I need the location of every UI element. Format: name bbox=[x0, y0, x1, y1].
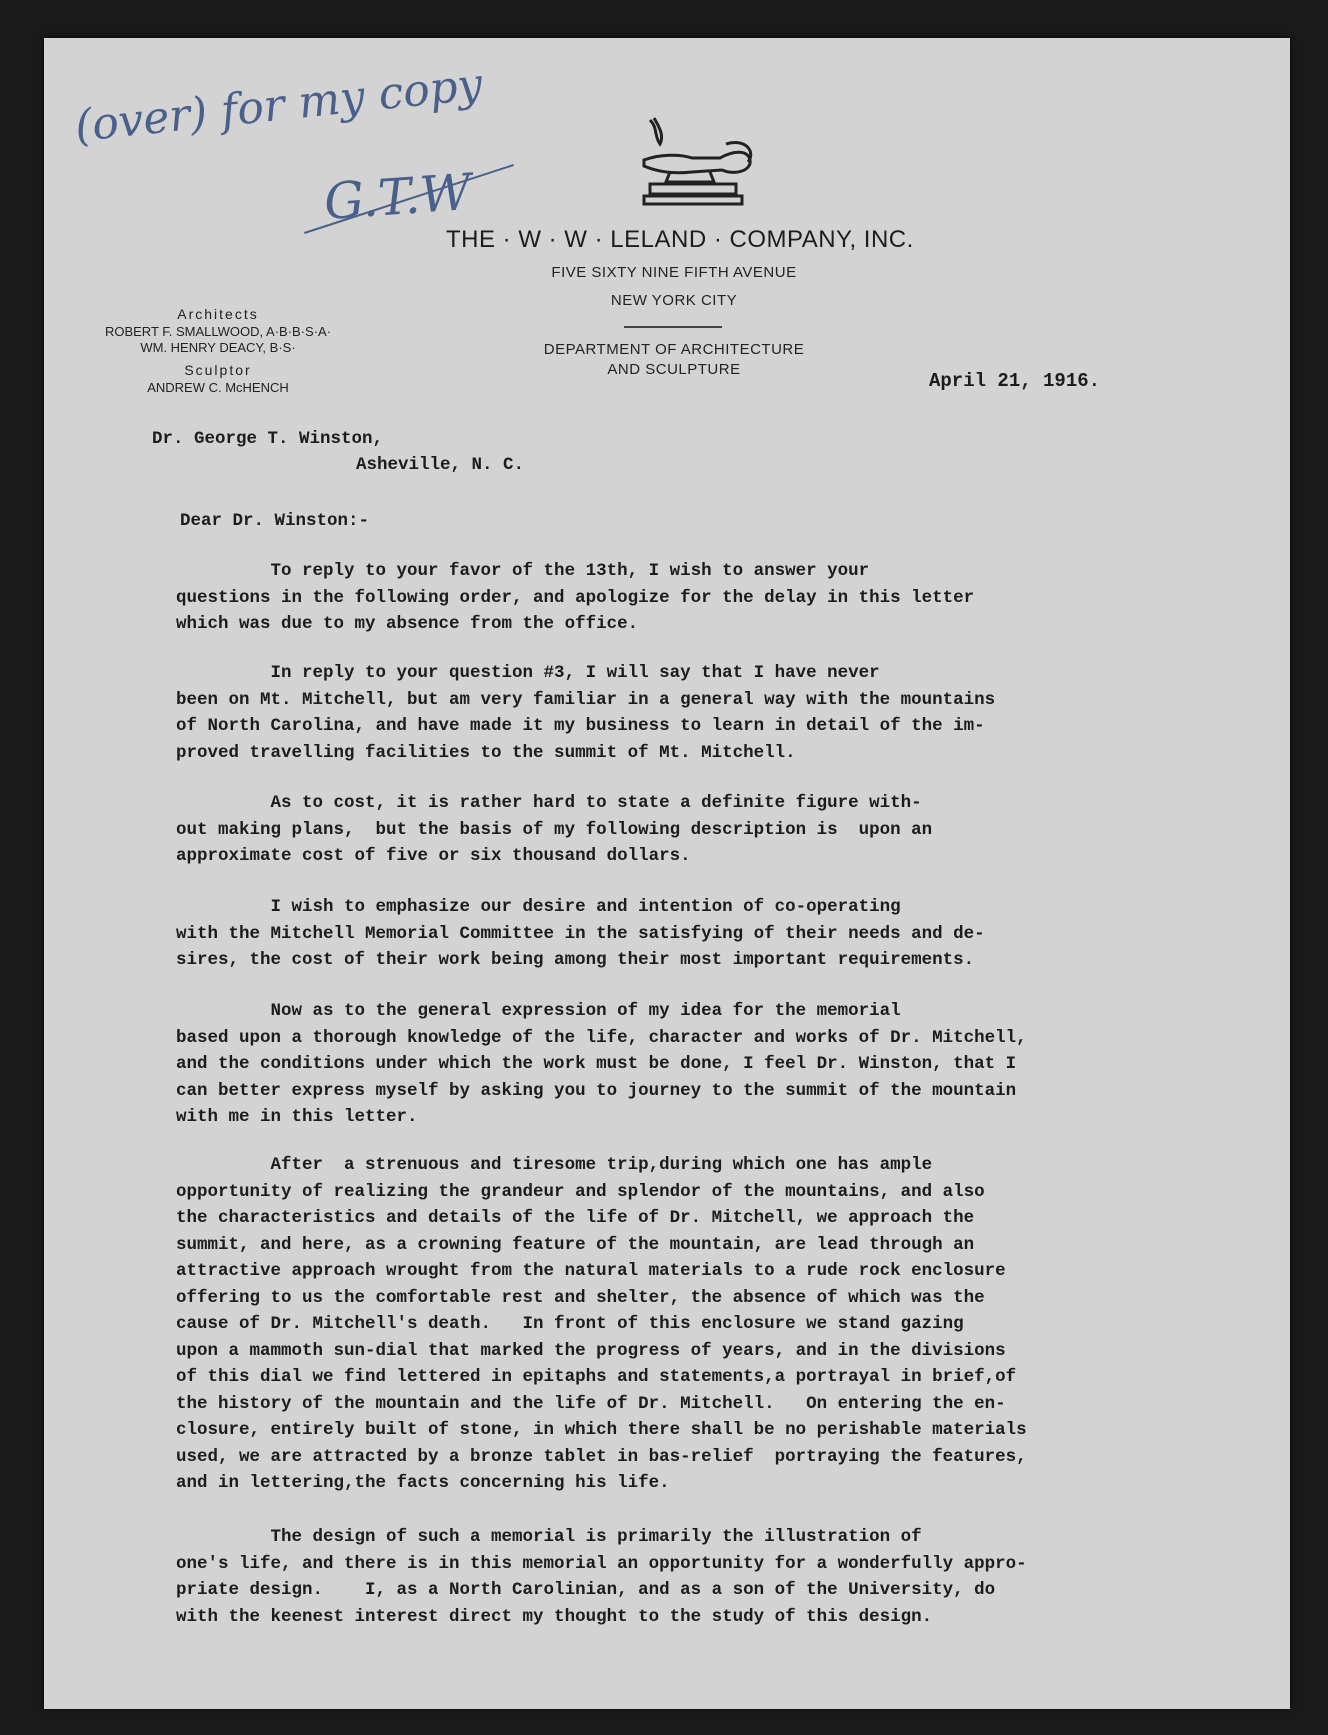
department-line-1: DEPARTMENT OF ARCHITECTURE bbox=[543, 341, 805, 358]
recipient-name: Dr. George T. Winston, bbox=[152, 429, 384, 449]
paragraph-5: Now as to the general expression of my idea for the memorial based upon a thorough knowledge of the life, character and works of Dr. Mitchell, and the conditions under which the work must be done, I feel Dr. Winston, that I can better express myself by asking you to journey to the summit of the mountain with me in this letter. bbox=[176, 1001, 1027, 1127]
letter-page bbox=[44, 38, 1290, 1709]
letter-date: April 21, 1916. bbox=[929, 370, 1101, 392]
sculptor-label: Sculptor bbox=[184, 362, 252, 378]
handwritten-note: (over) for my copy bbox=[72, 58, 485, 153]
paragraph-4: I wish to emphasize our desire and intention of co-operating with the Mitchell Memorial Committee in the satisfying of their needs and de- sires, the cost of their work being among their most important requirements. bbox=[176, 897, 985, 970]
paragraph-6: After a strenuous and tiresome trip,during which one has ample opportunity of realizing the grandeur and splendor of the mountains, and also the characteristics and details of the life of Dr. Mitchell, we approach the summit, and here, as a crowning feature of the mountain, are lead through an attractive approach wrought from the natural materials to a rude rock enclosure offering to us the comfortable rest and shelter, the absence of which was the cause of Dr. Mitchell's death. In front of this enclosure we stand gazing upon a mammoth sun-dial that marked the progress of years, and in the divisions of this dial we find lettered in epitaphs and statements,a portrayal in brief,of the history of the mountain and the life of Dr. Mitchell. On entering the en- closure, entirely built of stone, in which there shall be no perishable materials used, we are attracted by a bronze tablet in bas-relief portraying the features, and in lettering,the facts concerning his life. bbox=[176, 1155, 1027, 1493]
salutation: Dear Dr. Winston:- bbox=[180, 511, 370, 531]
department-line-2: AND SCULPTURE bbox=[607, 361, 741, 378]
company-name: THE · W · W · LELAND · COMPANY, INC. bbox=[446, 226, 914, 253]
letterhead-divider bbox=[624, 326, 722, 328]
architect-1: ROBERT F. SMALLWOOD, A·B·B·S·A· bbox=[104, 324, 332, 339]
paragraph-1: To reply to your favor of the 13th, I wish to answer your questions in the following order, and apologize for the delay in this letter which was due to my absence from the office. bbox=[176, 561, 975, 634]
sculptor-1: ANDREW C. McHENCH bbox=[147, 380, 289, 395]
recipient-city: Asheville, N. C. bbox=[356, 455, 525, 475]
paragraph-2: In reply to your question #3, I will say that I have never been on Mt. Mitchell, but am very familiar in a general way with the mountains of North Carolina, and have made it my business to learn in detail of the im- proved travelling facilities to the summit of Mt. Mitchell. bbox=[176, 663, 996, 763]
paragraph-7: The design of such a memorial is primarily the illustration of one's life, and there is in this memorial an opportunity for a wonderfully appro- priate design. I, as a North Carolinian, and as a son of the University, do with the keenest interest direct my thought to the study of this design. bbox=[176, 1527, 1027, 1627]
handwritten-initials: G.T.W bbox=[322, 162, 474, 232]
address-line-1: FIVE SIXTY NINE FIFTH AVENUE bbox=[551, 264, 797, 281]
architect-2: WM. HENRY DEACY, B·S· bbox=[140, 340, 296, 355]
architects-label: Architects bbox=[177, 306, 259, 322]
paragraph-3: As to cost, it is rather hard to state a definite figure with- out making plans, but the basis of my following description is upon an approximate cost of five or six thousand dollars. bbox=[176, 793, 933, 866]
oil-lamp-logo-icon bbox=[630, 110, 760, 208]
address-line-2: NEW YORK CITY bbox=[610, 292, 738, 309]
